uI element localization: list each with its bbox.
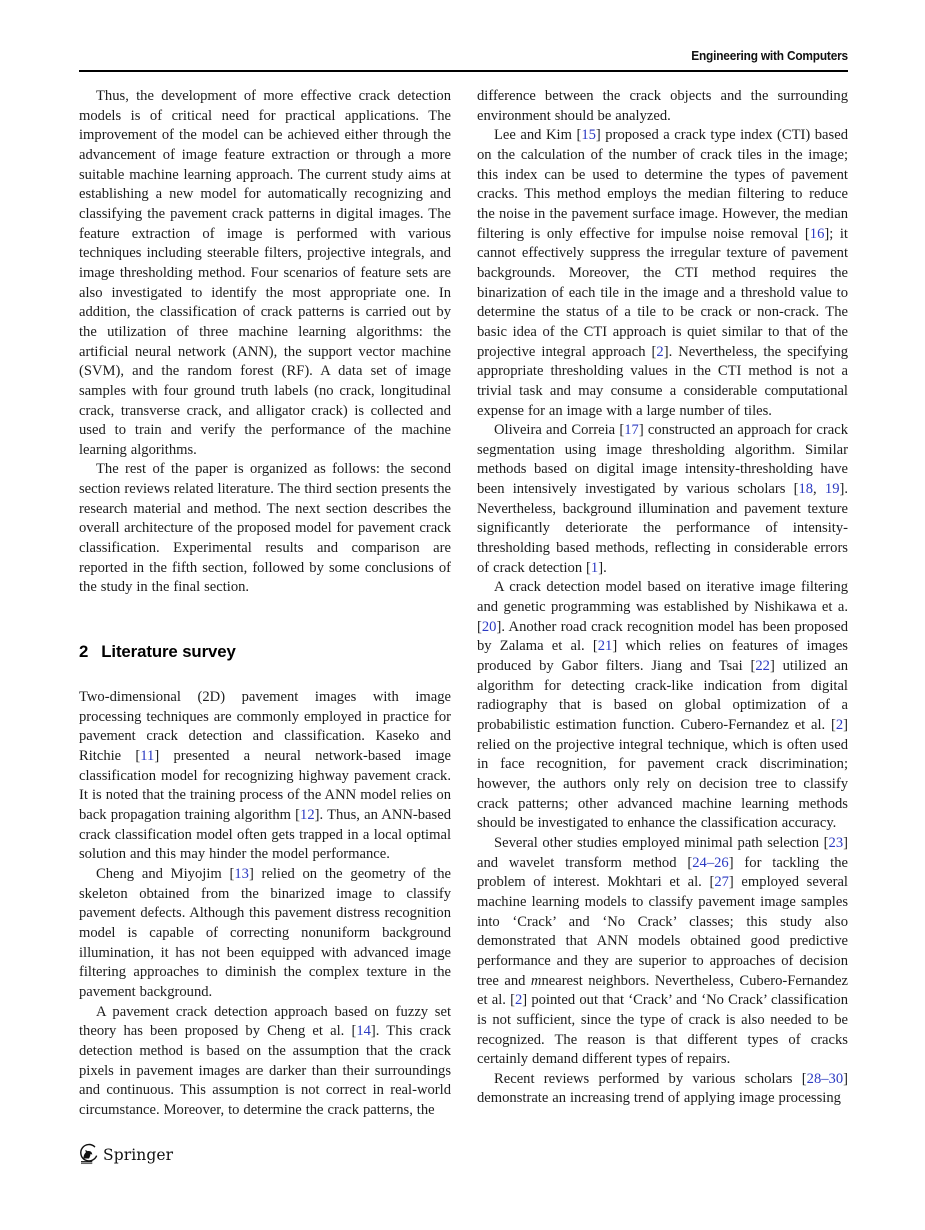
left-column (79, 87, 451, 1121)
text-segment: Lee and Kim [ (494, 127, 582, 144)
citation-link[interactable]: 17 (624, 422, 639, 439)
text-segment: The rest of the paper is organized as follows: the second section reviews related literature. The third section presents the research material and method. The next section describes the overall architecture of the proposed model for pavement crack classification. Experimental results and comparison are reported in the fifth section, followed by some conclusions of the study in the final section. (79, 461, 451, 596)
citation-link[interactable]: 18 (798, 481, 814, 498)
citation-link[interactable]: 12 (300, 807, 315, 823)
text-segment: ] utilized an algorithm for detecting crack-like indication from digital radiography that is based on global optimization of a probabilistic estimation function. Cubero-Fernandez et al. [ (477, 658, 848, 733)
text-segment: ] constructed an approach for crack segmentation using image thresholding algorithm. Similar methods based on digital image intensity-thresholding have been intensively investigated by various scholars [ (477, 422, 848, 498)
paragraph (477, 87, 848, 126)
citation-link[interactable]: 19 (824, 481, 840, 498)
text-segment: ] relied on the projective integral technique, which is often used in face recognition, for pavement crack discrimination; however, the authors only rely on decision tree to classify crack patterns; other advanced machine learning methods should be investigated to enhance the classification accuracy. (477, 717, 848, 832)
text-segment: Cheng and Miyojim [ (96, 865, 235, 882)
citation-link[interactable]: 1 (590, 559, 599, 576)
citation-link[interactable]: 22 (755, 658, 770, 675)
text-segment: ]. Another road crack recognition model has been proposed by Zalama et al. [ (477, 618, 848, 655)
text-segment: ] pointed out that ‘Crack’ and ‘No Crack’ classification is not sufficient, since the type of crack is also needed to be recognized. The reason is that different types of cracks certainly demand different types of repairs. (477, 992, 848, 1068)
text-segment: Thus, the development of more effective crack detection models is of critical need for practical applications. The improvement of the model can be achieved either through the advancement of image feature extraction or through a more suitable machine learning approach. The current study aims at establishing a new model for automatically recognizing and classifying the pavement crack patterns in digital images. The feature extraction of image is performed with various techniques including steerable filters, projective integrals, and image thresholding method. Four scenarios of feature sets are also investigated to identify the most appropriate one. In addition, the classification of crack patterns is carried out by the utilization of three machine learning algorithms: the artificial neural network (ANN), the support vector machine (SVM), and the random forest (RF). A data set of image samples with four ground truth labels (no crack, longitudinal crack, transverse crack, and alligator crack) is collected and used to train and verify the performance of the machine learning algorithms. (79, 88, 451, 458)
citation-link[interactable]: 21 (597, 638, 613, 655)
paragraph (79, 460, 451, 598)
page-footer (77, 1141, 173, 1169)
section-number: 2 (79, 642, 89, 662)
text-segment: ] employed several machine learning models to classify pavement image samples into ‘Crack’ and ‘No Crack’ classes; this study also demonstrated that ANN models obtained good predictive performance and they are superior to approaches of decision tree and (477, 874, 848, 989)
text-segment: ] and wavelet transform method [ (477, 834, 848, 871)
paragraph (477, 578, 848, 834)
text-segment: ] presented a neural network-based image classification model for recognizing highway pavement crack. It is noted that the training process of the ANN model relies on back propagation training algorithm [ (79, 748, 451, 823)
section-heading (79, 642, 451, 662)
springer-knight-icon (77, 1143, 98, 1167)
text-segment: A crack detection model based on iterative image filtering and genetic programming was established by Nishikawa et a. [ (477, 579, 848, 635)
text-segment: ] for tackling the problem of interest. Mokhtari et al. [ (477, 854, 848, 891)
header-rule (79, 70, 848, 72)
text-segment: ]. Nevertheless, the specifying appropriate thresholding values in the CTI method is not a trivial task and may consume a considerable computational expense for an image with a large number of tiles. (477, 343, 848, 419)
paragraph (79, 1003, 451, 1121)
journal-name: Engineering with Computers (691, 49, 848, 63)
citation-link[interactable]: 28–30 (806, 1070, 844, 1087)
text-segment: , (813, 481, 825, 498)
citation-link[interactable]: 16 (809, 225, 825, 242)
paragraph (79, 87, 451, 460)
citation-link[interactable]: 15 (581, 127, 596, 144)
text-segment: ]. Thus, an ANN-based crack classification model often gets trapped in a local optimal solution and this may hinder the model performance. (79, 807, 451, 863)
citation-link[interactable]: 23 (828, 834, 844, 851)
paragraph (477, 421, 848, 578)
text-segment: nearest neighbors. Nevertheless, Cubero-Fernandez et al. [ (477, 972, 848, 1009)
text-segment: ]; it cannot effectively suppress the irregular texture of pavement backgrounds. Moreover, the CTI method requires the binarization of each tile in the image and a threshold value to determine the status of a tile to be crack or non-crack. The basic idea of the CTI approach is quiet similar to that of the projective integral approach [ (477, 225, 848, 360)
text-segment: ]. (598, 559, 607, 576)
text-segment: difference between the crack objects and the surrounding environment should be analyzed. (477, 88, 848, 124)
citation-link[interactable]: 2 (656, 343, 664, 360)
text-segment: ] proposed a crack type index (CTI) based on the calculation of the number of crack tiles in the image; this index can be used to determine the types of pavement cracks. This method employs the median filtering to reduce the noise in the pavement surface image. However, the median filtering is only effective for impulse noise removal [ (477, 127, 848, 242)
paragraph (477, 1070, 848, 1109)
text-segment: Oliveira and Correia [ (494, 422, 625, 439)
paragraph (477, 834, 848, 1070)
text-segment: ] demonstrate an increasing trend of applying image processing (477, 1070, 848, 1107)
citation-link[interactable]: 14 (356, 1023, 371, 1040)
citation-link[interactable]: 24–26 (692, 854, 729, 871)
text-segment: Two-dimensional (2D) pavement images with image processing techniques are commonly employed in practice for pavement crack detection and classification. Kaseko and Ritchie [ (79, 689, 451, 765)
text-segment: ] relied on the geometry of the skeleton obtained from the binarized image to classify pavement defects. Although this pavement distress recognition model is capable of correcting nonuniform background illumination, it has not been equipped with advanced image filtering approaches to diminish the complex texture in the pavement background. (79, 865, 451, 1000)
text-segment: ]. Nevertheless, background illumination and pavement texture significantly deteriorate the performance of intensity-thresholding based methods, reflecting in considerable errors of crack detection [ (477, 481, 848, 576)
text-segment: Several other studies employed minimal path selection [ (494, 834, 829, 851)
text-segment: m (530, 972, 542, 989)
citation-link[interactable]: 13 (234, 865, 249, 882)
text-segment: Recent reviews performed by various scholars [ (494, 1070, 807, 1087)
right-column (477, 87, 848, 1109)
text-segment: A pavement crack detection approach based on fuzzy set theory has been proposed by Cheng et al. [ (79, 1003, 451, 1040)
section-title: Literature survey (101, 642, 236, 662)
text-segment: ] which relies on features of images produced by Gabor filters. Jiang and Tsai [ (477, 638, 848, 675)
paragraph (79, 688, 451, 865)
paragraph (477, 126, 848, 421)
citation-link[interactable]: 20 (481, 618, 497, 635)
text-segment: ]. This crack detection method is based on the assumption that the crack pixels in pavement images are darker than their surroundings and continuous. This assumption is not correct in real-world circumstance. Moreover, to determine the crack patterns, the (79, 1023, 451, 1118)
citation-link[interactable]: 11 (140, 748, 155, 765)
paragraph (79, 865, 451, 1003)
citation-link[interactable]: 2 (515, 992, 523, 1009)
publisher-name: Springer (103, 1146, 174, 1164)
citation-link[interactable]: 2 (835, 717, 844, 733)
citation-link[interactable]: 27 (714, 874, 729, 891)
